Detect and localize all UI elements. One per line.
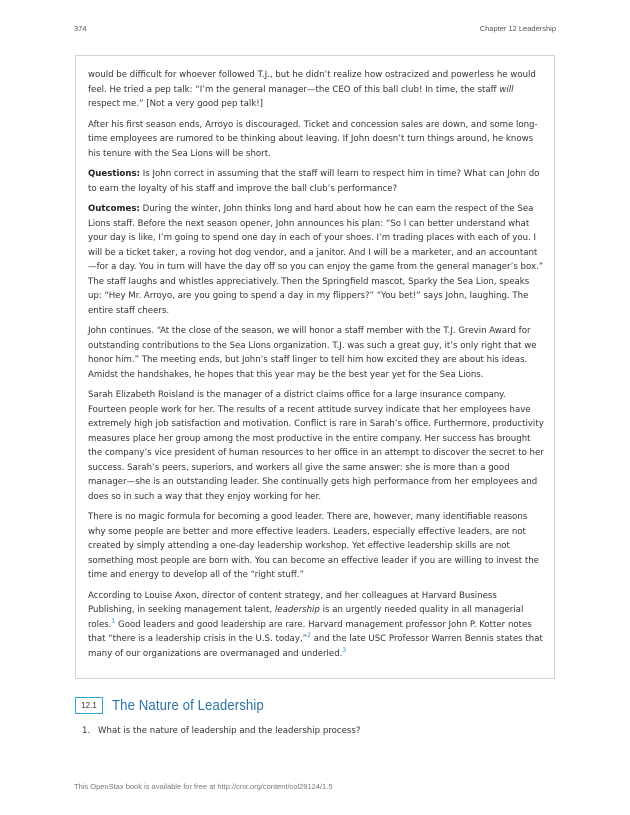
label-outcomes: Outcomes: xyxy=(88,204,140,214)
paragraph: According to Louise Axon, director of content strategy, and her colleagues at Harvard Business Publishing, in seeking management talent, leadership is an urgently needed quality in all managerial roles.$^1$ Good leaders and good leadership are rare. Harvard management professor John P. Kotter notes that “there is a leadership crisis in the U.S. today,”$^2$ and the late USC Professor Warren Bennis states that many of our organizations are overmanaged and underled.$^3$ xyxy=(88,590,543,659)
emphasis: leadership xyxy=(274,605,320,615)
section-heading xyxy=(75,697,285,714)
page-number: 374 xyxy=(74,24,87,33)
footnote-ref-2[interactable]: 2 xyxy=(307,632,311,640)
paragraph: would be difficult for whoever followed T.J., but he didn’t realize how ostracized and powerless he would feel. He tried a pep talk: “I’m the general manager—the CEO of this ball club! In time, the staff will respect me.” [Not a very good pep talk!] xyxy=(88,70,536,109)
emphasis: will xyxy=(499,84,514,95)
paragraph: John continues. “At the close of the season, we will honor a staff member with the T.J. Grevin Award for outstanding contributions to the Sea Lions organization. T.J. was such a great guy, it’s only right that we honor him.” The meeting ends, but John’s staff linger to tell him how excited they are about his ideas. Amidst the handshakes, he hopes that this year may be the best year yet for the Sea Lions. xyxy=(88,326,537,380)
objective-text: What is the nature of leadership and the leadership process? xyxy=(98,726,361,736)
section-number-badge: 12.1 xyxy=(75,697,103,714)
case-study-box xyxy=(75,55,555,679)
footnote-ref-3[interactable]: 3 xyxy=(342,646,347,654)
paragraph: There is no magic formula for becoming a good leader. There are, however, many identifiable reasons why some people are better and more effective leaders. Leaders, especially effective leaders, are not created by simply attending a one-day leadership workshop. Yet effective leadership skills are not something most people are born with. You can become an effective leader if you are willing to invest the time and energy to develop all of the “right stuff.” xyxy=(88,512,539,580)
chapter-header: Chapter 12 Leadership xyxy=(479,24,556,33)
learning-objective xyxy=(82,726,360,736)
paragraph: Outcomes: During the winter, John thinks long and hard about how he can earn the respect of the Sea Lions staff. Before the next season opener, John announces his plan: “So I can better understand what your day is like, I’m going to spend one day in each of your shoes. I’m trading places with each of you. I will be a ticket taker, a roving hot dog vendor, and a janitor. And I will be a marketer, and an accountant—for a day. You in turn will have the day off so you can enjoy the game from the general manager’s box.” The staff laughs and whistles appreciatively. Then the Springfield mascot, Sparky the Sea Lion, speaks up: “Hey Mr. Arroyo, are you going to spend a day in my flippers?” “You bet!” says John, laughing. The entire staff cheers. xyxy=(88,204,544,316)
label-questions: Questions: xyxy=(88,169,140,179)
objective-number: 1. xyxy=(82,726,91,736)
footnote-ref-1[interactable]: 1 xyxy=(111,617,116,625)
section-title: The Nature of Leadership xyxy=(112,697,264,714)
paragraph: Questions: Is John correct in assuming that the staff will learn to respect him in time? What can John do to earn the loyalty of his staff and improve the ball club’s performance? xyxy=(88,169,540,194)
paragraph: After his first season ends, Arroyo is discouraged. Ticket and concession sales are down, and some long-time employees are rumored to be thinking about leaving. If John doesn’t turn things around, he knows his tenure with the Sea Lions will be short. xyxy=(88,119,538,159)
footer-note: This OpenStax book is available for free at http://cnx.org/content/col29124/1.5 xyxy=(74,782,333,791)
paragraph: Sarah Elizabeth Roisland is the manager of a district claims office for a large insurance company. Fourteen people work for her. The results of a recent attitude survey indicate that her employees have extremely high job satisfaction and motivation. Conflict is rare in Sarah’s office. Furthermore, productivity measures place her group among the most productive in the entire company. Her success has brought the company’s vice president of human resources to her office in an attempt to discover the secret to her success. Sarah’s peers, superiors, and workers all give the same answer: she is more than a good manager—she is an outstanding leader. She continually gets high performance from her employees and does so in such a way that they enjoy working for her. xyxy=(88,390,544,502)
